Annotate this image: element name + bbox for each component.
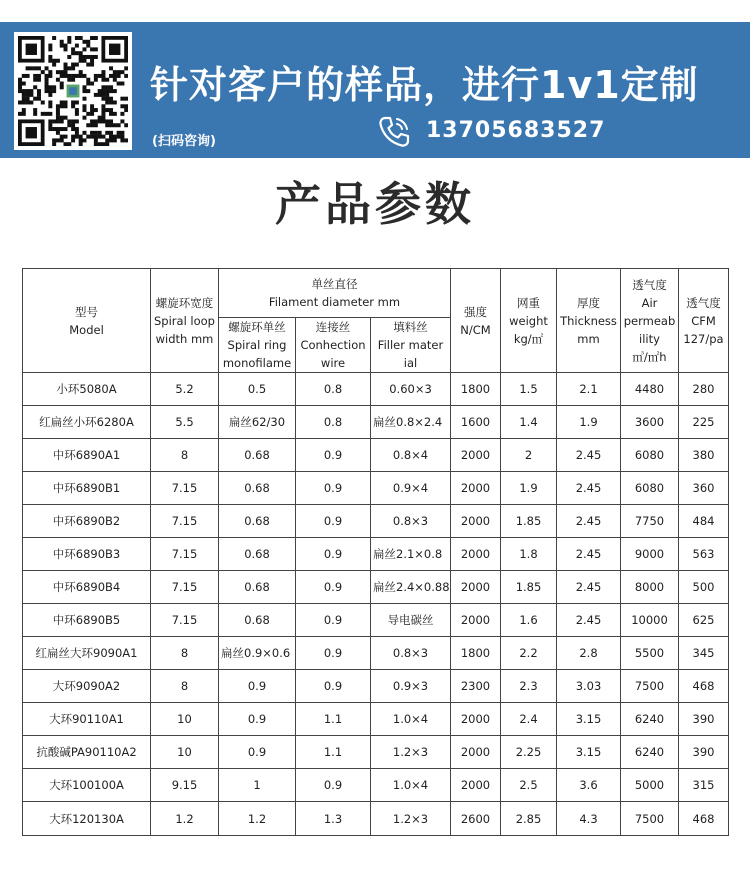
cell-loop-width: 1.2: [151, 802, 219, 836]
cell-thickness: 2.45: [557, 439, 621, 472]
cell-model: 中环6890B4: [23, 571, 151, 604]
cell-loop-width: 7.15: [151, 604, 219, 637]
cell-connection: 0.9: [296, 472, 371, 505]
cell-connection: 0.9: [296, 439, 371, 472]
cell-cfm: 345: [679, 637, 729, 670]
cell-thickness: 2.45: [557, 604, 621, 637]
cell-connection: 0.9: [296, 604, 371, 637]
cell-cfm: 390: [679, 736, 729, 769]
cell-model: 中环6890B5: [23, 604, 151, 637]
scan-note: (扫码咨询): [152, 134, 216, 149]
table-row: [23, 538, 729, 571]
cell-loop-width: 10: [151, 703, 219, 736]
cell-strength: 2000: [451, 736, 501, 769]
cell-thickness: 2.45: [557, 571, 621, 604]
cell-thickness: 2.45: [557, 538, 621, 571]
cell-model: 中环6890B3: [23, 538, 151, 571]
cell-model: 大环9090A2: [23, 670, 151, 703]
cell-thickness: 2.45: [557, 505, 621, 538]
cell-loop-width: 8: [151, 670, 219, 703]
cell-loop-width: 7.15: [151, 538, 219, 571]
cell-connection: 0.9: [296, 769, 371, 802]
cell-strength: 2600: [451, 802, 501, 836]
cell-connection: 0.9: [296, 538, 371, 571]
cell-loop-width: 9.15: [151, 769, 219, 802]
cell-ring-mono: 0.9: [219, 703, 296, 736]
cell-loop-width: 5.2: [151, 373, 219, 406]
table-row: [23, 406, 729, 439]
header-weight: 网重 weight kg/㎡: [501, 269, 557, 373]
cell-weight: 1.5: [501, 373, 557, 406]
table-row: [23, 670, 729, 703]
cell-thickness: 2.45: [557, 472, 621, 505]
cell-cfm: 468: [679, 802, 729, 836]
cell-ring-mono: 0.68: [219, 538, 296, 571]
cell-cfm: 280: [679, 373, 729, 406]
cell-model: 抗酸碱PA90110A2: [23, 736, 151, 769]
cell-ring-mono: 0.68: [219, 604, 296, 637]
cell-thickness: 3.15: [557, 736, 621, 769]
table-row: [23, 703, 729, 736]
qr-code-icon: [18, 36, 128, 146]
cell-connection: 0.8: [296, 406, 371, 439]
page-title: 产品参数: [275, 177, 475, 231]
cell-filler: 扁丝0.8×2.4: [371, 406, 451, 439]
cell-weight: 2: [501, 439, 557, 472]
cell-air-permeability: 7750: [621, 505, 679, 538]
table-row: [23, 439, 729, 472]
cell-air-permeability: 10000: [621, 604, 679, 637]
cell-ring-mono: 0.5: [219, 373, 296, 406]
header-ring-mono: 螺旋环单丝 Spiral ring monofilame: [219, 318, 296, 373]
cell-cfm: 360: [679, 472, 729, 505]
table-row: [23, 505, 729, 538]
table-row: [23, 373, 729, 406]
cell-air-permeability: 6240: [621, 703, 679, 736]
cell-weight: 2.25: [501, 736, 557, 769]
cell-thickness: 1.9: [557, 406, 621, 439]
cell-cfm: 390: [679, 703, 729, 736]
cell-filler: 0.9×4: [371, 472, 451, 505]
cell-weight: 2.85: [501, 802, 557, 836]
table-row: [23, 472, 729, 505]
table-row: [23, 637, 729, 670]
cell-weight: 2.3: [501, 670, 557, 703]
cell-ring-mono: 0.68: [219, 505, 296, 538]
header-air-permeability: 透气度 Air permeab ility ㎥/㎡h: [621, 269, 679, 373]
cell-loop-width: 8: [151, 439, 219, 472]
cell-air-permeability: 6080: [621, 439, 679, 472]
cell-model: 红扁丝大环9090A1: [23, 637, 151, 670]
cell-loop-width: 7.15: [151, 472, 219, 505]
cell-loop-width: 8: [151, 637, 219, 670]
cell-air-permeability: 7500: [621, 670, 679, 703]
header-cfm: 透气度 CFM 127/pa: [679, 269, 729, 373]
cell-weight: 1.9: [501, 472, 557, 505]
cell-air-permeability: 4480: [621, 373, 679, 406]
cell-ring-mono: 扁丝0.9×0.6: [219, 637, 296, 670]
cell-thickness: 3.6: [557, 769, 621, 802]
cell-cfm: 625: [679, 604, 729, 637]
cell-filler: 导电碳丝: [371, 604, 451, 637]
cell-strength: 2000: [451, 439, 501, 472]
phone-icon: [376, 114, 412, 150]
cell-connection: 1.3: [296, 802, 371, 836]
cell-thickness: 2.1: [557, 373, 621, 406]
cell-strength: 2000: [451, 571, 501, 604]
cell-air-permeability: 5000: [621, 769, 679, 802]
cell-weight: 1.85: [501, 571, 557, 604]
cell-loop-width: 10: [151, 736, 219, 769]
phone-number[interactable]: 13705683527: [426, 118, 606, 143]
cell-cfm: 500: [679, 571, 729, 604]
cell-cfm: 225: [679, 406, 729, 439]
cell-connection: 0.9: [296, 571, 371, 604]
cell-model: 小环5080A: [23, 373, 151, 406]
cell-filler: 0.8×4: [371, 439, 451, 472]
contact-banner: [0, 22, 750, 158]
cell-ring-mono: 扁丝62/30: [219, 406, 296, 439]
cell-filler: 1.0×4: [371, 769, 451, 802]
header-thickness: 厚度 Thickness mm: [557, 269, 621, 373]
cell-strength: 1800: [451, 373, 501, 406]
cell-model: 红扁丝小环6280A: [23, 406, 151, 439]
cell-connection: 1.1: [296, 703, 371, 736]
header-filament-group: 单丝直径 Filament diameter mm: [219, 269, 451, 318]
cell-air-permeability: 5500: [621, 637, 679, 670]
header-filler: 填料丝 Filler mater ial: [371, 318, 451, 373]
banner-headline: 针对客户的样品，进行1v1定制: [150, 63, 699, 107]
cell-strength: 2000: [451, 703, 501, 736]
cell-model: 大环100100A: [23, 769, 151, 802]
cell-weight: 1.4: [501, 406, 557, 439]
cell-ring-mono: 0.68: [219, 571, 296, 604]
cell-ring-mono: 1.2: [219, 802, 296, 836]
cell-cfm: 380: [679, 439, 729, 472]
table-row: [23, 802, 729, 836]
cell-filler: 1.2×3: [371, 802, 451, 836]
cell-model: 大环90110A1: [23, 703, 151, 736]
cell-strength: 2000: [451, 538, 501, 571]
cell-weight: 1.85: [501, 505, 557, 538]
cell-air-permeability: 3600: [621, 406, 679, 439]
table-row: [23, 604, 729, 637]
cell-ring-mono: 0.9: [219, 736, 296, 769]
cell-weight: 1.6: [501, 604, 557, 637]
cell-weight: 2.4: [501, 703, 557, 736]
cell-weight: 1.8: [501, 538, 557, 571]
cell-thickness: 2.8: [557, 637, 621, 670]
cell-connection: 0.9: [296, 670, 371, 703]
cell-ring-mono: 0.68: [219, 472, 296, 505]
cell-model: 中环6890B2: [23, 505, 151, 538]
cell-strength: 2000: [451, 769, 501, 802]
cell-model: 中环6890A1: [23, 439, 151, 472]
cell-weight: 2.2: [501, 637, 557, 670]
cell-filler: 扁丝2.1×0.8: [371, 538, 451, 571]
cell-connection: 1.1: [296, 736, 371, 769]
cell-connection: 0.9: [296, 637, 371, 670]
qr-code[interactable]: [14, 32, 132, 150]
table-row: [23, 769, 729, 802]
header-model: 型号 Model: [23, 269, 151, 373]
cell-air-permeability: 7500: [621, 802, 679, 836]
cell-filler: 0.8×3: [371, 505, 451, 538]
cell-cfm: 563: [679, 538, 729, 571]
cell-thickness: 3.15: [557, 703, 621, 736]
cell-strength: 2000: [451, 472, 501, 505]
cell-cfm: 468: [679, 670, 729, 703]
cell-model: 大环120130A: [23, 802, 151, 836]
header-strength: 强度 N/CM: [451, 269, 501, 373]
cell-air-permeability: 9000: [621, 538, 679, 571]
cell-air-permeability: 6080: [621, 472, 679, 505]
cell-loop-width: 7.15: [151, 505, 219, 538]
cell-strength: 1600: [451, 406, 501, 439]
table-row: [23, 736, 729, 769]
cell-strength: 2000: [451, 505, 501, 538]
cell-filler: 0.8×3: [371, 637, 451, 670]
cell-connection: 0.8: [296, 373, 371, 406]
cell-loop-width: 5.5: [151, 406, 219, 439]
cell-cfm: 484: [679, 505, 729, 538]
cell-filler: 0.60×3: [371, 373, 451, 406]
cell-filler: 扁丝2.4×0.88: [371, 571, 451, 604]
cell-cfm: 315: [679, 769, 729, 802]
cell-ring-mono: 0.68: [219, 439, 296, 472]
cell-strength: 2300: [451, 670, 501, 703]
cell-strength: 1800: [451, 637, 501, 670]
cell-loop-width: 7.15: [151, 571, 219, 604]
cell-filler: 1.0×4: [371, 703, 451, 736]
cell-filler: 0.9×3: [371, 670, 451, 703]
cell-ring-mono: 0.9: [219, 670, 296, 703]
spec-table: [22, 268, 729, 836]
cell-strength: 2000: [451, 604, 501, 637]
cell-model: 中环6890B1: [23, 472, 151, 505]
cell-thickness: 4.3: [557, 802, 621, 836]
cell-filler: 1.2×3: [371, 736, 451, 769]
cell-weight: 2.5: [501, 769, 557, 802]
cell-air-permeability: 8000: [621, 571, 679, 604]
cell-thickness: 3.03: [557, 670, 621, 703]
cell-connection: 0.9: [296, 505, 371, 538]
cell-air-permeability: 6240: [621, 736, 679, 769]
table-row: [23, 571, 729, 604]
header-loop-width: 螺旋环宽度 Spiral loop width mm: [151, 269, 219, 373]
header-connection: 连接丝 Conhection wire: [296, 318, 371, 373]
cell-ring-mono: 1: [219, 769, 296, 802]
